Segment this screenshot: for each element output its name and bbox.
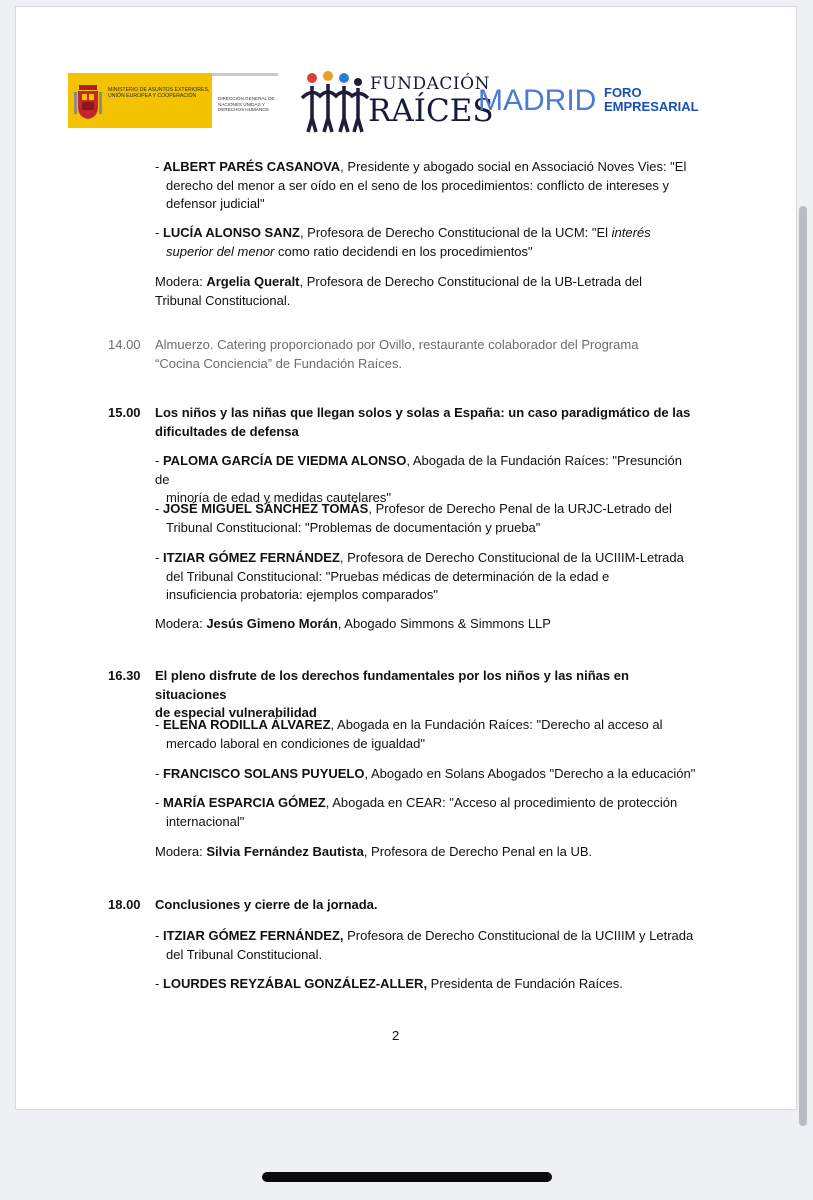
speaker-detail: , Profesora de Derecho Constitucional de la UCM: "El — [299, 225, 612, 240]
ministry-logo-text: MINISTERIO DE ASUNTOS EXTERIORES, UNIÓN EUROPEA Y COOPERACIÓN — [108, 87, 210, 100]
speaker-name: ELENA RODILLA ÁLVAREZ — [162, 717, 331, 732]
empresarial-text: EMPRESARIAL — [604, 99, 699, 114]
speaker-detail: , Abogada en CEAR: "Acceso al procedimiento de protección — [325, 795, 678, 810]
speaker-name: MARÍA ESPARCIA GÓMEZ — [162, 795, 326, 810]
moderator-line — [155, 843, 700, 862]
speaker-name: FRANCISCO SOLANS PUYUELO — [162, 766, 365, 781]
speaker-name: ITZIAR GÓMEZ FERNÁNDEZ, — [162, 928, 344, 943]
speaker-detail: del Tribunal Constitucional: "Pruebas médicas de determinación de la edad e — [166, 568, 610, 584]
bullet-dash: - — [155, 928, 160, 943]
moderator-detail: Tribunal Constitucional. — [155, 292, 291, 308]
lunch-text: Almuerzo. Catering proporcionado por Ovillo, restaurante colaborador del Programa — [155, 337, 639, 352]
speaker-detail: Tribunal Constitucional: "Problemas de documentación y prueba" — [166, 519, 541, 535]
foro-text: FORO — [604, 85, 642, 100]
speaker-detail: , Abogado en Solans Abogados "Derecho a la educación" — [364, 766, 696, 781]
moderator-name: Jesús Gimeno Morán — [206, 616, 338, 631]
speaker-item — [155, 158, 700, 214]
speaker-detail: , Abogada en la Fundación Raíces: "Derecho al acceso al — [330, 717, 663, 732]
lunch-description — [155, 336, 700, 373]
bullet-dash: - — [155, 159, 160, 174]
speaker-name: ITZIAR GÓMEZ FERNÁNDEZ — [162, 550, 340, 565]
bullet-dash: - — [155, 717, 160, 732]
speaker-detail: del Tribunal Constitucional. — [166, 946, 323, 962]
fundacion-wordmark: FUNDACIÓN — [370, 74, 490, 94]
session-title-text: de especial vulnerabilidad — [155, 705, 317, 720]
moderator-label: Modera: — [155, 616, 207, 631]
moderator-label: Modera: — [155, 844, 207, 859]
ministry-logo — [68, 73, 278, 128]
speaker-detail: , Presidente y abogado social en Associació Noves Vies: "El — [340, 159, 687, 174]
bullet-dash: - — [155, 225, 160, 240]
speaker-detail: , Profesora de Derecho Constitucional de la UCIIIM-Letrada — [339, 550, 684, 565]
speaker-detail: , Profesor de Derecho Penal de la URJC-Letrado del — [368, 501, 672, 516]
people-holding-hands-icon — [300, 70, 370, 134]
home-indicator[interactable] — [262, 1172, 552, 1182]
ministry-directorate-text: DIRECCIÓN GENERAL DE NACIONES UNIDAS Y DERECHOS HUMANOS — [218, 96, 275, 113]
fundacion-raices-logo — [300, 68, 494, 138]
speaker-name: PALOMA GARCÍA DE VIEDMA ALONSO — [162, 453, 407, 468]
speaker-item — [155, 927, 700, 964]
session-title-text: dificultades de defensa — [155, 423, 299, 439]
speaker-detail: mercado laboral en condiciones de igualdad" — [166, 735, 426, 751]
speaker-detail: , Abogada de la Fundación Raíces: "Presunción de — [155, 453, 682, 487]
speaker-detail: Presidenta de Fundación Raíces. — [427, 976, 623, 991]
moderator-detail: , Profesora de Derecho Constitucional de la UB-Letrada del — [299, 274, 643, 289]
bullet-dash: - — [155, 795, 160, 810]
moderator-line — [155, 615, 700, 634]
ministry-logo-side — [212, 73, 278, 128]
scrollbar[interactable] — [799, 206, 807, 1126]
page-number: 2 — [392, 1028, 400, 1043]
speaker-detail: internacional" — [166, 813, 245, 829]
speaker-detail: insuficiencia probatoria: ejemplos comparados" — [166, 587, 438, 602]
speaker-detail-italic: superior del menor — [166, 243, 275, 259]
speaker-name: JOSÉ MIGUEL SÁNCHEZ TOMÁS — [162, 501, 369, 516]
bullet-dash: - — [155, 976, 160, 991]
ministry-logo-block — [68, 73, 212, 128]
speaker-detail: defensor judicial" — [166, 196, 265, 211]
moderator-line — [155, 273, 700, 310]
session-time: 16.30 — [108, 668, 141, 683]
raices-wordmark: RAÍCES — [368, 93, 494, 129]
speaker-detail: derecho del menor a ser oído en el seno de los procedimientos: conflicto de intereses y — [166, 177, 669, 193]
session-time: 14.00 — [108, 337, 141, 352]
moderator-name: Silvia Fernández Bautista — [206, 844, 364, 859]
coat-of-arms-icon — [73, 81, 103, 121]
moderator-label: Modera: — [155, 274, 207, 289]
speaker-item — [155, 794, 700, 831]
madrid-wordmark: MADRID — [478, 84, 597, 117]
speaker-item — [155, 500, 700, 537]
session-title — [155, 667, 700, 723]
session-time: 15.00 — [108, 405, 141, 420]
speaker-detail-italic: interés — [611, 225, 651, 240]
lunch-text: “Cocina Conciencia” de Fundación Raíces. — [155, 355, 403, 371]
session-title: Conclusiones y cierre de la jornada. — [155, 897, 378, 912]
session-title-text: Los niños y las niñas que llegan solos y solas a España: un caso paradigmático de las — [155, 405, 691, 420]
speaker-detail: minoría de edad y medidas cautelares" — [166, 490, 392, 505]
bullet-dash: - — [155, 766, 160, 781]
speaker-item — [155, 765, 700, 784]
madrid-foro-empresarial-logo — [478, 84, 718, 124]
moderator-name: Argelia Queralt — [206, 274, 300, 289]
speaker-name: ALBERT PARÉS CASANOVA — [162, 159, 341, 174]
session-time: 18.00 — [108, 897, 141, 912]
moderator-detail: , Abogado Simmons & Simmons LLP — [337, 616, 551, 631]
speaker-item — [155, 224, 700, 261]
speaker-name: LUCÍA ALONSO SANZ — [162, 225, 300, 240]
speaker-name: LOURDES REYZÁBAL GONZÁLEZ-ALLER, — [162, 976, 428, 991]
speaker-detail: como ratio decidendi en los procedimientos" — [274, 243, 533, 259]
bullet-dash: - — [155, 501, 160, 516]
moderator-detail: , Profesora de Derecho Penal en la UB. — [363, 844, 593, 859]
bullet-dash: - — [155, 550, 160, 565]
bullet-dash: - — [155, 453, 160, 468]
speaker-item — [155, 975, 700, 994]
session-title — [155, 404, 700, 441]
speaker-item — [155, 716, 700, 753]
foro-empresarial-wordmark — [604, 86, 699, 114]
speaker-item — [155, 549, 700, 605]
speaker-detail: Profesora de Derecho Constitucional de la UCIIIM y Letrada — [343, 928, 694, 943]
session-title-text: El pleno disfrute de los derechos fundamentales por los niños y las niñas en situaciones — [155, 668, 629, 702]
